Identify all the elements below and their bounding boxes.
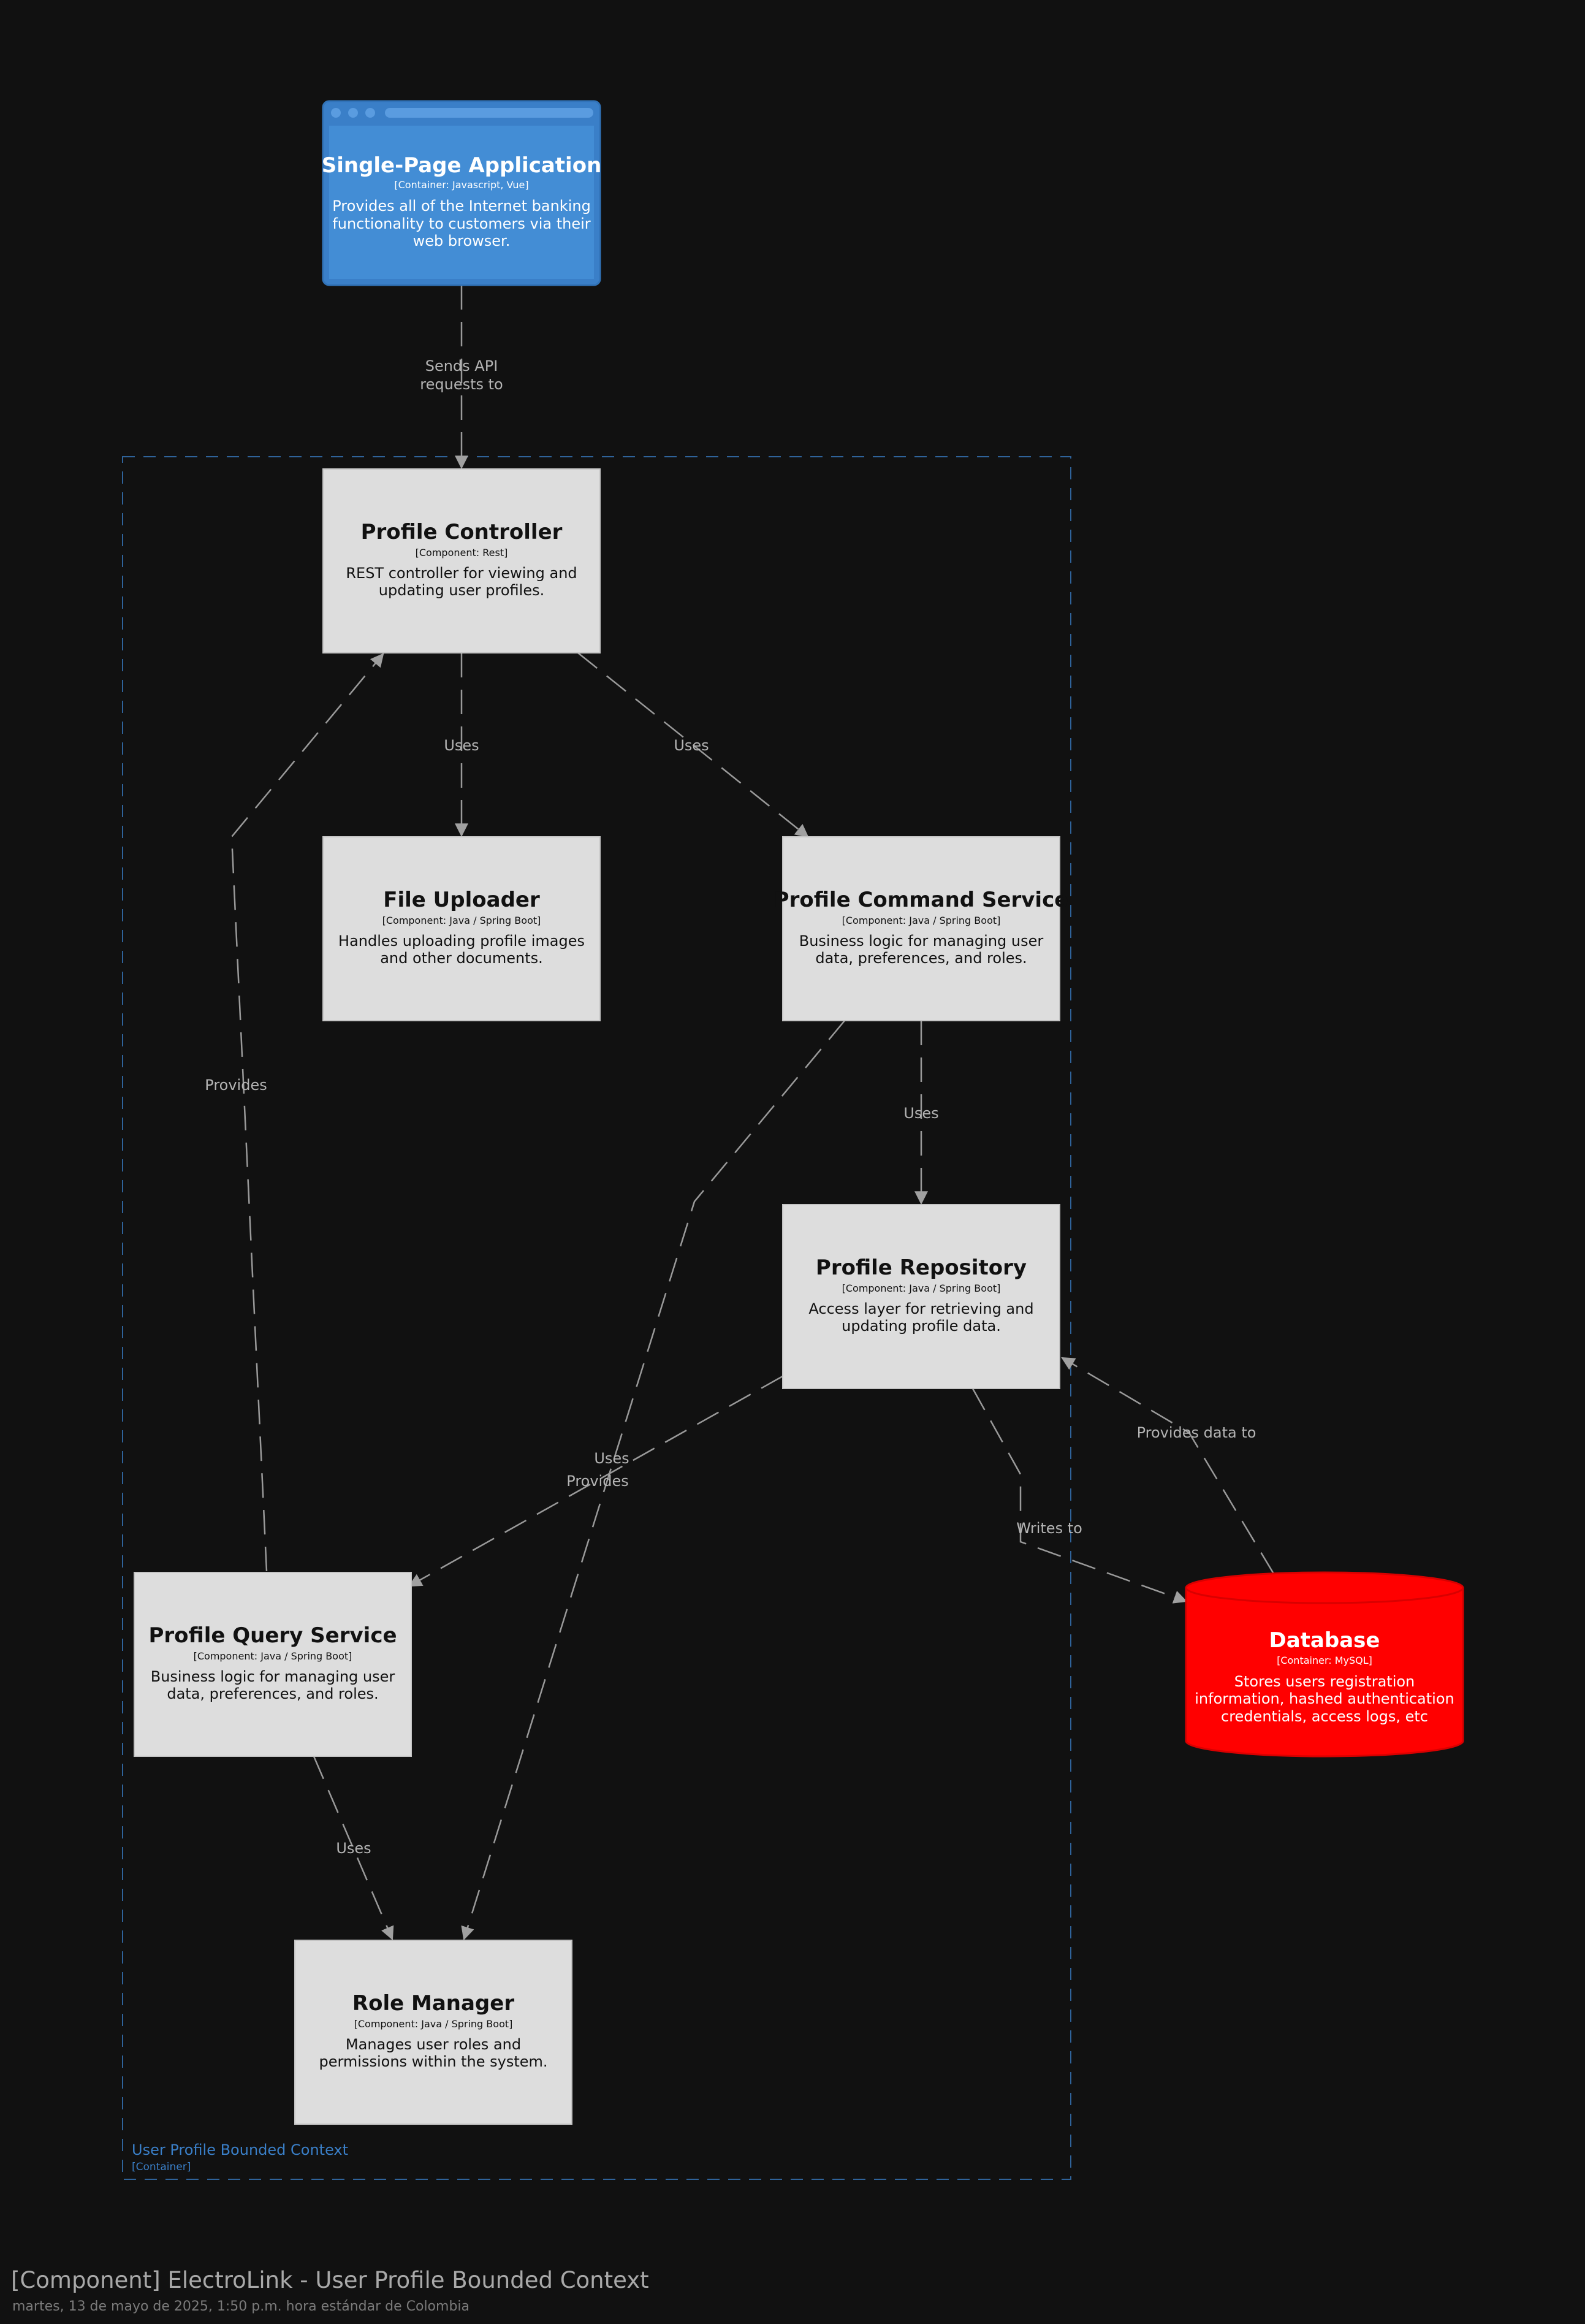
file-uploader-description-line-2: and other documents.	[380, 950, 543, 967]
profile-command-service-description-line-1: Business logic for managing user	[799, 932, 1044, 950]
file-uploader-node[interactable]	[323, 837, 600, 1021]
profile-command-service-title: Profile Command Service	[773, 888, 1069, 912]
profile-repository-technology: [Component: Java / Spring Boot]	[842, 1282, 1001, 1294]
role-manager-node[interactable]	[295, 1940, 572, 2124]
boundary-technology: [Container]	[132, 2161, 191, 2173]
edge-label-sends-api-2: requests to	[420, 376, 503, 393]
profile-repository-description-line-2: updating profile data.	[842, 1317, 1001, 1335]
profile-command-service-technology: [Component: Java / Spring Boot]	[842, 915, 1001, 926]
profile-query-service-description-line-1: Business logic for managing user	[150, 1668, 395, 1685]
file-uploader-technology: [Component: Java / Spring Boot]	[382, 915, 541, 926]
edge-label-query-controller: Provides	[205, 1076, 267, 1094]
spa-description-line-2: functionality to customers via their	[332, 215, 591, 232]
edge-label-repository-database: Writes to	[1016, 1520, 1082, 1537]
profile-query-service-title: Profile Query Service	[148, 1623, 397, 1648]
address-bar-icon	[385, 108, 593, 118]
database-technology: [Container: MySQL]	[1277, 1655, 1372, 1666]
boundary-label: User Profile Bounded Context	[132, 2141, 349, 2158]
edge-database-to-repository	[1062, 1358, 1274, 1574]
spa-title: Single-Page Application	[321, 153, 602, 178]
edge-label-sends-api-1: Sends API	[425, 357, 498, 375]
profile-controller-title: Profile Controller	[360, 520, 563, 544]
profile-controller-technology: [Component: Rest]	[415, 547, 508, 558]
diagram-title: [Component] ElectroLink - User Profile Bounded Context	[11, 2267, 649, 2293]
role-manager-technology: [Component: Java / Spring Boot]	[354, 2018, 513, 2030]
profile-controller-description-line-2: updating user profiles.	[378, 582, 545, 599]
spa-node[interactable]	[322, 101, 602, 285]
file-uploader-description-line-1: Handles uploading profile images	[338, 932, 585, 950]
profile-controller-description-line-1: REST controller for viewing and	[346, 565, 577, 582]
role-manager-description-line-1: Manages user roles and	[345, 2036, 522, 2053]
profile-controller-node[interactable]	[323, 469, 600, 653]
profile-query-service-technology: [Component: Java / Spring Boot]	[193, 1650, 352, 1662]
spa-description-line-1: Provides all of the Internet banking	[332, 197, 591, 215]
profile-command-service-node[interactable]	[774, 837, 1069, 1021]
database-description-line-2: information, hashed authentication	[1195, 1690, 1454, 1707]
edge-query-to-controller	[232, 654, 383, 1571]
edge-command-to-role-manager	[464, 1021, 845, 1939]
edge-label-command-role: Uses	[594, 1450, 629, 1467]
profile-repository-description-line-1: Access layer for retrieving and	[808, 1300, 1034, 1317]
profile-query-service-description-line-2: data, preferences, and roles.	[167, 1685, 379, 1702]
spa-technology: [Container: Javascript, Vue]	[394, 179, 529, 191]
database-description-line-3: credentials, access logs, etc	[1221, 1708, 1428, 1725]
profile-repository-title: Profile Repository	[815, 1255, 1027, 1280]
diagram-date: martes, 13 de mayo de 2025, 1:50 p.m. hora estándar de Colombia	[12, 2299, 470, 2314]
edge-label-database-repository: Provides data to	[1136, 1424, 1256, 1441]
role-manager-description-line-2: permissions within the system.	[319, 2053, 548, 2070]
edge-label-controller-uploader: Uses	[444, 737, 479, 754]
edge-label-controller-command: Uses	[674, 737, 709, 754]
profile-query-service-node[interactable]	[134, 1572, 411, 1756]
edge-label-repository-query: Provides	[566, 1473, 629, 1490]
edge-label-query-role: Uses	[336, 1840, 371, 1857]
database-cylinder-top	[1186, 1572, 1463, 1603]
edge-label-command-repository: Uses	[903, 1105, 939, 1122]
edge-repository-to-database	[973, 1389, 1186, 1601]
role-manager-title: Role Manager	[352, 1991, 515, 2016]
profile-repository-node[interactable]	[783, 1205, 1060, 1389]
window-dot-icon	[331, 108, 341, 118]
profile-command-service-description-line-2: data, preferences, and roles.	[815, 950, 1027, 967]
window-dot-icon	[365, 108, 375, 118]
database-title: Database	[1269, 1628, 1380, 1653]
file-uploader-title: File Uploader	[383, 888, 540, 912]
database-node[interactable]	[1186, 1572, 1463, 1756]
database-description-line-1: Stores users registration	[1234, 1673, 1415, 1690]
window-dot-icon	[348, 108, 358, 118]
spa-description-line-3: web browser.	[412, 232, 511, 250]
